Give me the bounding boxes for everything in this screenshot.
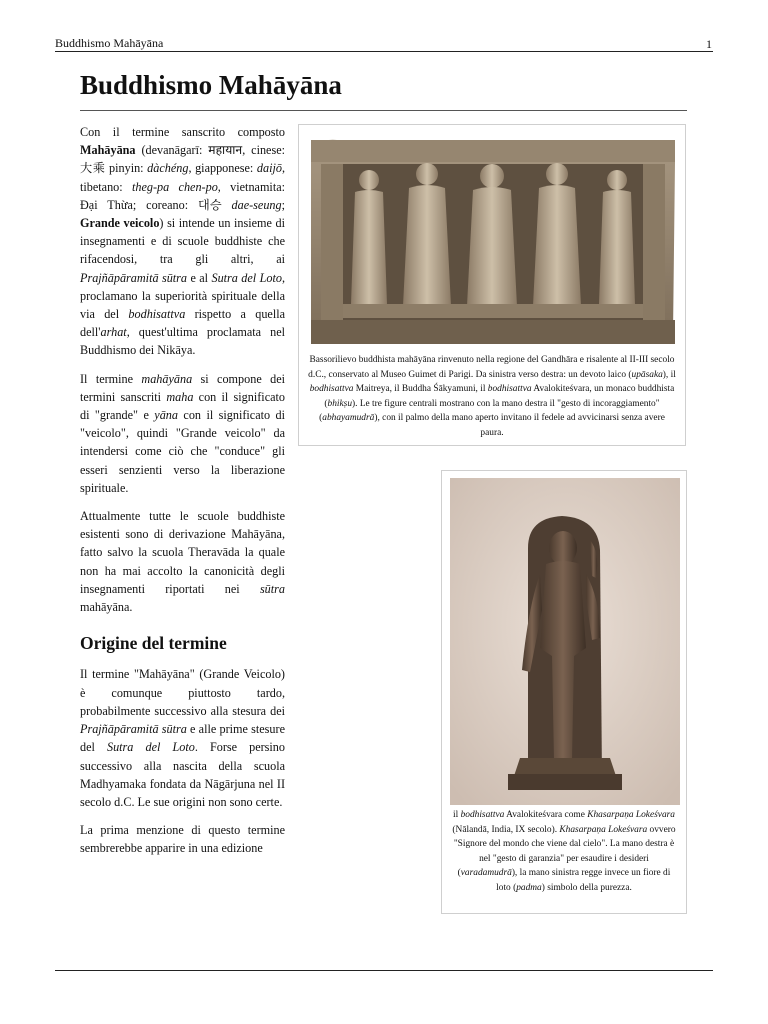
- text-column: [80, 123, 285, 858]
- intro-paragraph: Con il termine sanscrito composto Mahāyāna (devanāgarī: महायान, cinese: 大乘 pinyin: dàchéng, giapponese: daijō, tibetano: theg-pa chen-po, vietnamita: Đại Thừa; coreano: 대승 dae-seung; Grande veicolo) si intende un insieme di insegnamenti e di scuole buddhiste che rifacendosi, tra gli altri, ai Prajñāpāramitā sūtra e al Sutra del Loto, proclamano la superiorità spirituale della via del bodhisattva rispetto a quella dell'arhat, quest'ultima proclamata nel Buddhismo dei Nikāya.: [80, 125, 286, 358]
- etymology-paragraph: Il termine mahāyāna si compone dei termini sanscriti maha con il significato di "grande" e yāna con il significato di "veicolo", quindi "Grande veicolo" da intendersi come ciò che "conduce" gli esseri senzienti verso la liberazione spirituale.: [80, 371, 286, 495]
- page-number: 1: [706, 37, 712, 51]
- first-mention-paragraph: La prima menzione di questo termine sembrerebbe apparire in una edizione: [80, 823, 285, 856]
- title-rule: [80, 110, 687, 111]
- chinese-text: 大乘: [80, 161, 106, 176]
- header-rule: [55, 51, 713, 52]
- schools-paragraph: Attualmente tutte le scuole buddhiste esistenti sono di derivazione Mahāyāna, fatto salvo la scuola Theravāda la quale non ha mai accolto la canonicità degli insegnamenti riportati nei sūtra mahāyāna.: [80, 509, 285, 615]
- gandhara-relief-image: [307, 134, 679, 348]
- origin-paragraph: Il termine "Mahāyāna" (Grande Veicolo) è comunque piuttosto tardo, probabilmente successivo alla stesura dei Prajñāpāramitā sūtra e alle prime stesure del Sutra del Loto. Forse persino successivo alla nascita della scuola Madhyamaka fondata da Nāgārjuna nel II secolo d.C. Le sue origini non sono certe.: [80, 667, 285, 809]
- korean-text: 대승: [198, 197, 222, 212]
- avalokitesvara-statue-image: [450, 478, 680, 805]
- figure-gandhara-relief: [298, 124, 686, 446]
- figure-avalokitesvara: [441, 470, 687, 914]
- figure-gandhara-caption: Bassorilievo buddhista mahāyāna rinvenuto nella regione del Gandhāra e risalente al II-III secolo d.C., conservato al Museo Guimet di Parigi. Da sinistra verso destra: un devoto laico (upāsaka), il bodhisattva Maitreya, il Buddha Śākyamuni, il bodhisattva Avalokiteśvara, un monaco buddhista (bhikṣu). Le tre figure centrali mostrano con la mano destra il "gesto di incoraggiamento" (abhayamudrā), con il palmo della mano aperto invitano il fedele ad avvicinarsi senza avere paura.: [308, 355, 676, 438]
- footer-rule: [55, 970, 713, 971]
- figure-avalokitesvara-caption: il bodhisattva Avalokiteśvara come Khasarpaṇa Lokeśvara (Nālandā, India, IX secolo). Khasarpaṇa Lokeśvara ovvero "Signore del mondo che viene dal cielo". La mano destra è nel "gesto di garanzia" per esaudire i desideri (varadamudrā), la mano sinistra regge invece un fiore di loto (padma) simbolo della purezza.: [452, 810, 676, 893]
- article-title: Buddhismo Mahāyāna: [80, 70, 342, 100]
- running-header-title: Buddhismo Mahāyāna: [55, 36, 164, 50]
- devanagari-text: महायान: [208, 143, 243, 158]
- section-heading-origine: Origine del termine: [80, 633, 227, 654]
